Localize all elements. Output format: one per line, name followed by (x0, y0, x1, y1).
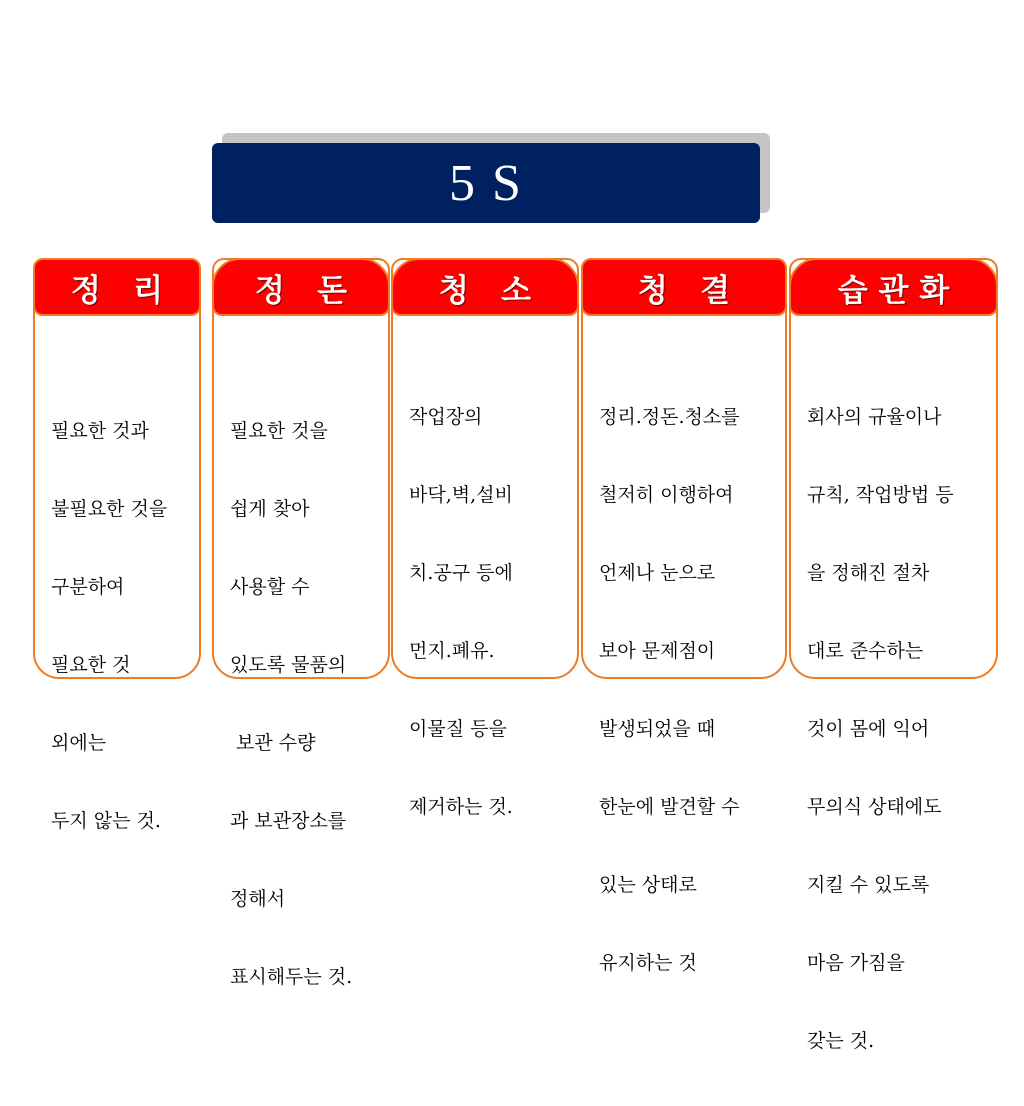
description-line: 보관 수량 (230, 732, 316, 754)
description-line: 발생되었을 때 (599, 718, 716, 740)
description-line: 정리.정돈.청소를 (599, 406, 740, 428)
description-line: 바닥,벽,설비 (409, 484, 513, 506)
card-description (409, 352, 573, 872)
title-banner (212, 143, 760, 223)
description-line: 작업장의 (409, 406, 483, 428)
card-heading: 청 결 (581, 258, 787, 316)
card-seupgwanhwa (789, 258, 998, 1052)
description-line: 이물질 등을 (409, 718, 507, 740)
card-jeongdon (212, 258, 390, 988)
description-line: 마음 가짐을 (807, 952, 905, 974)
description-line: 규칙, 작업방법 등 (807, 484, 954, 506)
description-line: 과 보관장소를 (230, 810, 347, 832)
description-line: 대로 준수하는 (807, 640, 924, 662)
description-line: 외에는 (51, 732, 107, 754)
card-heading: 습 관 화 (789, 258, 998, 316)
description-line: 한눈에 발견할 수 (599, 796, 740, 818)
description-line: 철저히 이행하여 (599, 484, 734, 506)
card-description (599, 352, 781, 1028)
card-cheongso (391, 258, 579, 818)
description-line: 필요한 것을 (230, 420, 328, 442)
card-heading: 청 소 (391, 258, 579, 316)
card-cheonggyeol (581, 258, 787, 974)
card-description (230, 366, 384, 1042)
card-description (807, 352, 992, 1106)
description-line: 표시해두는 것. (230, 966, 353, 988)
card-heading: 정 돈 (212, 258, 390, 316)
description-line: 필요한 것과 (51, 420, 149, 442)
description-line: 필요한 것 (51, 654, 131, 676)
description-line: 정해서 (230, 888, 286, 910)
description-line: 회사의 규율이나 (807, 406, 942, 428)
description-line: 치.공구 등에 (409, 562, 513, 584)
description-line: 있는 상태로 (599, 874, 697, 896)
page-title: 5 S (449, 154, 523, 212)
description-line: 사용할 수 (230, 576, 310, 598)
description-line: 유지하는 것 (599, 952, 697, 974)
description-line: 먼지.폐유. (409, 640, 495, 662)
card-heading: 정 리 (33, 258, 201, 316)
description-line: 불필요한 것을 (51, 498, 168, 520)
card-jeongri (33, 258, 201, 832)
description-line: 을 정해진 절차 (807, 562, 930, 584)
description-line: 제거하는 것. (409, 796, 513, 818)
card-description (51, 366, 195, 886)
description-line: 두지 않는 것. (51, 810, 161, 832)
description-line: 것이 몸에 익어 (807, 718, 930, 740)
description-line: 구분하여 (51, 576, 125, 598)
description-line: 무의식 상태에도 (807, 796, 942, 818)
description-line: 보아 문제점이 (599, 640, 716, 662)
description-line: 지킬 수 있도록 (807, 874, 930, 896)
description-line: 있도록 물품의 (230, 654, 347, 676)
description-line: 쉽게 찾아 (230, 498, 310, 520)
description-line: 언제나 눈으로 (599, 562, 716, 584)
description-line: 갖는 것. (807, 1030, 875, 1052)
